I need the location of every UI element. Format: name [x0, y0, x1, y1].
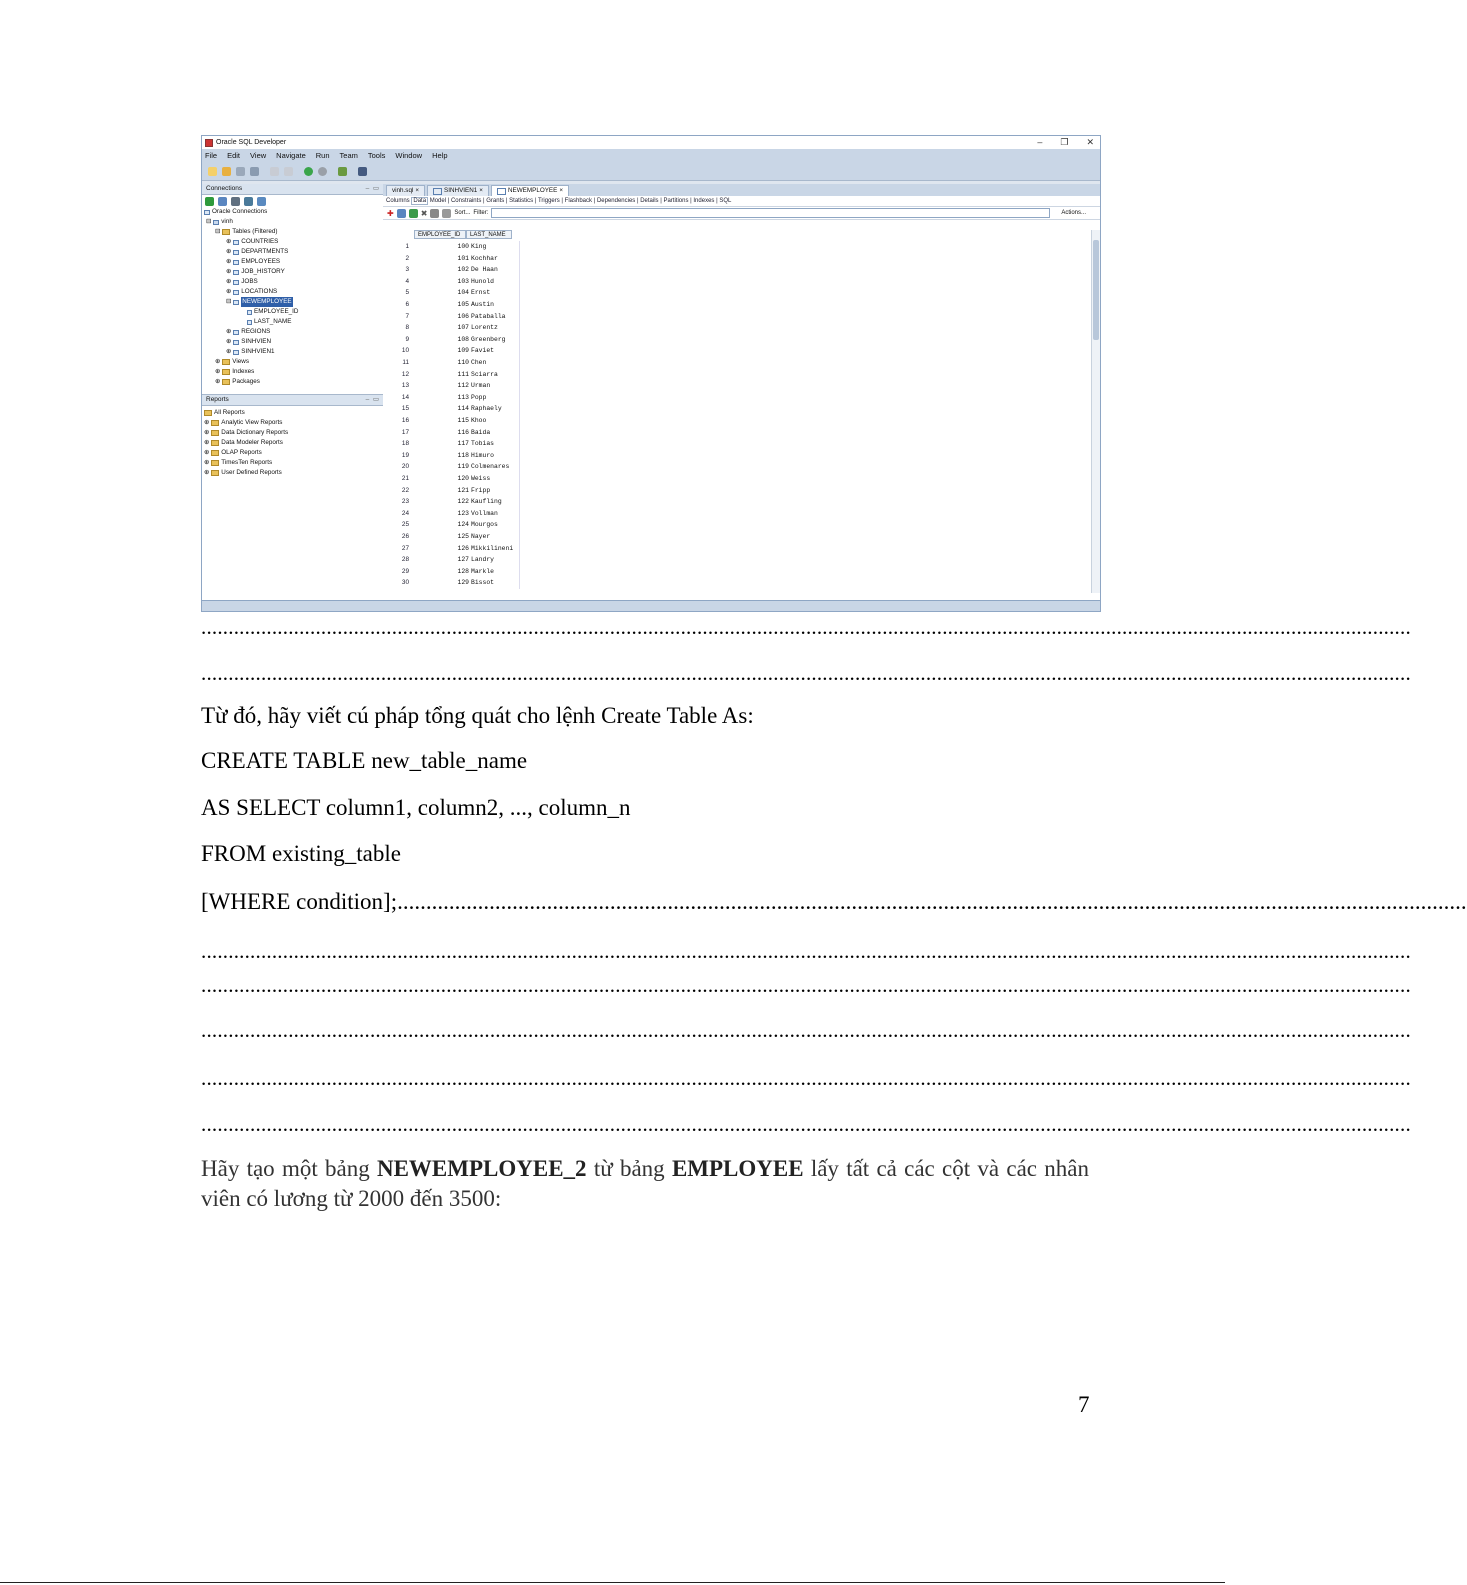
- table-row[interactable]: [383, 566, 520, 578]
- table-row[interactable]: [383, 415, 520, 427]
- cell-employee-id[interactable]: 106: [457, 312, 469, 320]
- table-row[interactable]: [383, 392, 520, 404]
- row-number: 28: [401, 556, 409, 564]
- cell-last-name[interactable]: Sciarra: [469, 369, 520, 381]
- cell-employee-id[interactable]: 100: [457, 243, 469, 250]
- menu-view[interactable]: View: [250, 151, 267, 160]
- cell-last-name[interactable]: Faviet: [469, 345, 520, 357]
- table-row[interactable]: [383, 253, 520, 265]
- cell-employee-id[interactable]: 123: [457, 509, 469, 517]
- cell-employee-id[interactable]: 113: [457, 393, 469, 401]
- row-number: 15: [401, 405, 409, 413]
- insert-row-icon[interactable]: [409, 209, 418, 218]
- cell-last-name[interactable]: Popp: [469, 392, 520, 404]
- cell-last-name[interactable]: Mourgos: [469, 519, 520, 531]
- table-row[interactable]: [383, 357, 520, 369]
- cell-employee-id[interactable]: 119: [457, 463, 469, 471]
- grid-vertical-scrollbar[interactable]: [1091, 230, 1100, 593]
- subtab-grants[interactable]: Grants: [486, 198, 505, 204]
- tree-tables-filtered[interactable]: ⊟ Tables (Filtered): [215, 228, 278, 235]
- tree-connection-vinh[interactable]: ⊟ vinh: [206, 218, 233, 225]
- report-user-defined[interactable]: ⊕ User Defined Reports: [204, 469, 282, 476]
- table-row[interactable]: [383, 438, 520, 450]
- open-icon[interactable]: [222, 167, 231, 176]
- cell-employee-id[interactable]: 110: [457, 359, 469, 366]
- row-number: 29: [401, 567, 409, 575]
- object-subtabs: Columns Data Model | Constraints | Grants | Statistics | Triggers | Flashback | Dependencies | Details | Partitions | Indexes | SQL: [383, 196, 1100, 207]
- cell-employee-id[interactable]: 115: [457, 417, 469, 424]
- cell-employee-id[interactable]: 116: [457, 428, 469, 436]
- table-name-employee: EMPLOYEE: [671, 1156, 804, 1181]
- row-number: 2: [405, 254, 409, 262]
- menu-file[interactable]: File: [205, 151, 218, 160]
- tree-table-countries[interactable]: ⊕ COUNTRIES: [226, 238, 279, 245]
- data-grid: [383, 230, 1090, 593]
- cell-last-name[interactable]: Landry: [469, 554, 520, 566]
- forward-icon[interactable]: [318, 167, 327, 176]
- table-name-newemployee-2: NEWEMPLOYEE_2: [376, 1156, 587, 1181]
- row-number: 1: [405, 243, 409, 250]
- table-row[interactable]: [383, 543, 520, 555]
- table-row[interactable]: [383, 311, 520, 323]
- footer-rule: [0, 1582, 1225, 1583]
- reports-title: Reports: [206, 396, 229, 403]
- connections-toolbar: [202, 195, 383, 207]
- pin-icon[interactable]: ✚: [387, 208, 394, 218]
- row-number: 7: [405, 312, 409, 320]
- table-row[interactable]: [383, 577, 520, 589]
- intro-text: Từ đó, hãy viết cú pháp tổng quát cho lệnh Create Table As:: [201, 703, 754, 728]
- subtab-model[interactable]: Model: [429, 198, 447, 204]
- subtab-sql[interactable]: SQL: [719, 198, 732, 204]
- cell-employee-id[interactable]: 108: [457, 335, 469, 343]
- cell-last-name[interactable]: Kaufling: [469, 496, 520, 508]
- save-icon[interactable]: [236, 167, 245, 176]
- tree-table-employees[interactable]: ⊕ EMPLOYEES: [226, 258, 281, 265]
- cell-last-name[interactable]: Kochhar: [469, 253, 520, 265]
- code-line: CREATE TABLE new_table_name: [201, 748, 528, 773]
- row-number: 26: [401, 533, 409, 540]
- cell-employee-id[interactable]: 107: [457, 324, 469, 332]
- connections-title: Connections: [206, 185, 243, 192]
- cell-employee-id[interactable]: 127: [457, 556, 469, 564]
- cell-last-name[interactable]: Lorentz: [469, 322, 520, 334]
- table-row[interactable]: [383, 427, 520, 439]
- row-number: 13: [401, 382, 409, 390]
- row-number: 3: [405, 266, 409, 274]
- cell-last-name[interactable]: Nayer: [469, 531, 520, 543]
- report-analytic-view[interactable]: ⊕ Analytic View Reports: [204, 419, 283, 426]
- tab-newemployee[interactable]: NEWEMPLOYEE ×: [491, 185, 569, 196]
- tree-oracle-connections[interactable]: Oracle Connections: [204, 207, 267, 217]
- tab-vinh-sql[interactable]: vinh.sql ×: [386, 185, 425, 196]
- page-number: 7: [1078, 1392, 1090, 1417]
- table-row[interactable]: [383, 276, 520, 288]
- undo-icon[interactable]: [270, 167, 279, 176]
- table-row[interactable]: [383, 264, 520, 276]
- row-number: 12: [401, 370, 409, 378]
- table-row[interactable]: [383, 345, 520, 357]
- menu-edit[interactable]: Edit: [227, 151, 241, 160]
- tree-table-regions[interactable]: ⊕ REGIONS: [226, 328, 271, 335]
- close-icon[interactable]: ✕: [1086, 137, 1094, 147]
- subtab-dependencies[interactable]: Dependencies: [596, 198, 636, 204]
- column-header-employee-id[interactable]: EMPLOYEE_ID: [414, 230, 466, 239]
- cell-last-name[interactable]: Colmenares: [469, 461, 520, 473]
- minimize-icon[interactable]: –: [1037, 137, 1043, 147]
- cell-employee-id[interactable]: 126: [457, 544, 469, 552]
- table-row[interactable]: [383, 554, 520, 566]
- row-number: 23: [401, 498, 409, 506]
- answer-dotted-line: ..............................................................................................................................................................................................................................: [201, 661, 1411, 685]
- row-number: 19: [401, 451, 409, 459]
- row-number: 16: [401, 417, 409, 424]
- cell-employee-id[interactable]: 129: [457, 579, 469, 587]
- reports-pane-controls[interactable]: – ▭: [365, 396, 379, 403]
- answer-dotted-line: ..............................................................................................................................................................................................................................: [201, 973, 1411, 997]
- delete-row-icon[interactable]: ✖: [420, 208, 428, 218]
- reports-pane: [202, 394, 383, 601]
- cell-last-name[interactable]: Fripp: [469, 485, 520, 497]
- row-number: 18: [401, 440, 409, 448]
- save-all-icon[interactable]: [250, 167, 259, 176]
- pane-controls[interactable]: – ▭: [365, 185, 379, 192]
- tab-sinhvien1[interactable]: SINHVIEN1 ×: [427, 185, 489, 196]
- sort-button[interactable]: Sort...: [454, 210, 471, 216]
- subtab-flashback[interactable]: Flashback: [564, 198, 593, 204]
- row-number: 5: [405, 289, 409, 297]
- tree-table-sinhvien1[interactable]: ⊕ SINHVIEN1: [226, 348, 275, 355]
- cell-last-name[interactable]: King: [469, 241, 520, 253]
- commit-icon[interactable]: [430, 209, 439, 218]
- menu-team[interactable]: Team: [339, 151, 358, 160]
- menu-run[interactable]: Run: [315, 151, 330, 160]
- report-data-modeler[interactable]: ⊕ Data Modeler Reports: [204, 439, 283, 446]
- cell-last-name[interactable]: De Haan: [469, 264, 520, 276]
- row-number: 6: [405, 301, 409, 308]
- cell-employee-id[interactable]: 103: [457, 277, 469, 285]
- table-row[interactable]: [383, 369, 520, 381]
- cell-employee-id[interactable]: 102: [457, 266, 469, 274]
- cell-employee-id[interactable]: 112: [457, 382, 469, 390]
- editor-tabs: [383, 184, 1100, 196]
- row-number: 17: [401, 428, 409, 436]
- menu-navigate[interactable]: Navigate: [276, 151, 306, 160]
- row-number: 25: [401, 521, 409, 529]
- connections-pane: [202, 184, 384, 601]
- table-row[interactable]: [383, 519, 520, 531]
- menu-tools[interactable]: Tools: [367, 151, 386, 160]
- cell-last-name[interactable]: Austin: [469, 299, 520, 311]
- cell-employee-id[interactable]: 122: [457, 498, 469, 506]
- row-number: 27: [401, 544, 409, 552]
- menu-bar: [202, 149, 1100, 162]
- answer-dotted-line: ..............................................................................................................................................................................................................................: [201, 939, 1411, 963]
- table-row[interactable]: [383, 473, 520, 485]
- subtab-details[interactable]: Details: [640, 198, 659, 204]
- row-number: 14: [401, 393, 409, 401]
- redo-icon[interactable]: [284, 167, 293, 176]
- cell-last-name[interactable]: Tobias: [469, 438, 520, 450]
- row-number: 9: [405, 335, 409, 343]
- sql-developer-screenshot: [201, 135, 1101, 612]
- task-paragraph: Hãy tạo một bảng NEWEMPLOYEE_2 từ bảng EMPLOYEE lấy tất cả các cột và các nhân viên có lương từ 2000 đến 3500:: [201, 1156, 1089, 1211]
- cell-last-name[interactable]: Bissot: [469, 577, 520, 589]
- filter-input[interactable]: [491, 208, 1050, 218]
- window-title: Oracle SQL Developer: [216, 139, 287, 146]
- subtab-constraints[interactable]: Constraints: [450, 198, 482, 204]
- cell-last-name[interactable]: Himuro: [469, 450, 520, 462]
- column-header-last-name[interactable]: LAST_NAME: [466, 230, 512, 239]
- menu-window[interactable]: Window: [395, 151, 423, 160]
- refresh-icon[interactable]: [218, 197, 227, 206]
- cell-employee-id[interactable]: 128: [457, 567, 469, 575]
- tree-column-last-name[interactable]: LAST_NAME: [247, 317, 291, 327]
- report-all[interactable]: All Reports: [204, 408, 245, 418]
- add-connection-icon[interactable]: [205, 197, 214, 206]
- cell-employee-id[interactable]: 105: [457, 301, 469, 308]
- cell-last-name[interactable]: Urman: [469, 380, 520, 392]
- cell-employee-id[interactable]: 125: [457, 533, 469, 540]
- report-data-dictionary[interactable]: ⊕ Data Dictionary Reports: [204, 429, 289, 436]
- table-row[interactable]: [383, 531, 520, 543]
- row-number: 30: [401, 579, 409, 587]
- tree-table-departments[interactable]: ⊕ DEPARTMENTS: [226, 248, 289, 255]
- cell-last-name[interactable]: Weiss: [469, 473, 520, 485]
- cell-last-name[interactable]: Mikkilineni: [469, 543, 520, 555]
- row-number: 20: [401, 463, 409, 471]
- answer-dotted-line: ..............................................................................................................................................................................................................................: [201, 615, 1411, 639]
- table-row[interactable]: [383, 322, 520, 334]
- menu-help[interactable]: Help: [432, 151, 448, 160]
- tree-table-locations[interactable]: ⊕ LOCATIONS: [226, 288, 278, 295]
- main-toolbar: [202, 162, 1100, 181]
- cell-last-name[interactable]: Baida: [469, 427, 520, 439]
- tree-table-jobs[interactable]: ⊕ JOBS: [226, 278, 258, 285]
- status-bar: [202, 600, 1100, 611]
- connections-tree: [202, 207, 383, 385]
- reports-header: [202, 395, 383, 406]
- app-icon: [205, 139, 213, 147]
- subtab-columns[interactable]: Columns: [386, 198, 410, 204]
- table-row[interactable]: [383, 241, 520, 253]
- tree-column-employee-id[interactable]: EMPLOYEE_ID: [247, 307, 298, 317]
- cell-employee-id[interactable]: 111: [457, 370, 469, 378]
- cell-last-name[interactable]: Hunold: [469, 276, 520, 288]
- subtab-triggers[interactable]: Triggers: [537, 198, 560, 204]
- table-row[interactable]: [383, 450, 520, 462]
- code-line: FROM existing_table: [201, 841, 401, 866]
- new-icon[interactable]: [208, 167, 217, 176]
- cell-employee-id[interactable]: 121: [457, 486, 469, 494]
- cell-employee-id[interactable]: 120: [457, 475, 469, 482]
- editor-pane: [383, 184, 1100, 601]
- tree-packages[interactable]: ⊕ Packages: [215, 378, 260, 385]
- tree-table-sinhvien[interactable]: ⊕ SINHVIEN: [226, 338, 272, 345]
- table-row[interactable]: [383, 496, 520, 508]
- window-titlebar: [202, 136, 1100, 149]
- cell-employee-id[interactable]: 124: [457, 521, 469, 529]
- row-number: 4: [405, 277, 409, 285]
- table-row[interactable]: [383, 380, 520, 392]
- tree-views[interactable]: ⊕ Views: [215, 358, 249, 365]
- answer-dotted-line: ..............................................................................................................................................................................................................................: [201, 1112, 1411, 1136]
- cell-employee-id[interactable]: 114: [457, 405, 469, 413]
- cell-last-name[interactable]: Vollman: [469, 508, 520, 520]
- answer-dotted-line: ..............................................................................................................................................................................................................................: [201, 1066, 1411, 1090]
- data-toolbar: [383, 207, 1100, 220]
- cell-last-name[interactable]: Raphaely: [469, 403, 520, 415]
- schema-browser-icon[interactable]: [244, 197, 253, 206]
- row-number: 8: [405, 324, 409, 332]
- table-row[interactable]: [383, 403, 520, 415]
- cell-last-name[interactable]: Pataballa: [469, 311, 520, 323]
- cell-employee-id[interactable]: 104: [457, 289, 469, 297]
- binoculars-icon[interactable]: [358, 167, 367, 176]
- filter-icon[interactable]: [231, 197, 240, 206]
- cell-employee-id[interactable]: 101: [457, 254, 469, 262]
- tree-table-newemployee[interactable]: ⊟ NEWEMPLOYEE: [226, 298, 292, 305]
- tree-indexes[interactable]: ⊕ Indexes: [215, 368, 255, 375]
- table-row[interactable]: [383, 508, 520, 520]
- grid-header: [414, 230, 512, 240]
- subtab-data[interactable]: Data: [413, 198, 427, 204]
- row-number: 21: [401, 475, 409, 482]
- subtab-indexes[interactable]: Indexes: [693, 198, 715, 204]
- cell-last-name[interactable]: Markle: [469, 566, 520, 578]
- collapse-icon[interactable]: [257, 197, 266, 206]
- table-row[interactable]: [383, 299, 520, 311]
- report-olap[interactable]: ⊕ OLAP Reports: [204, 449, 262, 456]
- cell-last-name[interactable]: Chen: [469, 357, 520, 369]
- cell-employee-id[interactable]: 117: [457, 440, 469, 448]
- rollback-icon[interactable]: [442, 209, 451, 218]
- row-number: 24: [401, 509, 409, 517]
- actions-button[interactable]: Actions...: [1061, 210, 1086, 216]
- tree-table-job-history[interactable]: ⊕ JOB_HISTORY: [226, 268, 285, 275]
- subtab-partitions[interactable]: Partitions: [663, 198, 689, 204]
- row-number: 22: [401, 486, 409, 494]
- code-where-line: [WHERE condition];..........................................................................................................................................................................................: [201, 889, 1467, 914]
- code-line: AS SELECT column1, column2, ..., column_n: [201, 795, 631, 820]
- restore-icon[interactable]: ❐: [1060, 137, 1069, 147]
- table-row[interactable]: [383, 287, 520, 299]
- table-row[interactable]: [383, 461, 520, 473]
- report-timesten[interactable]: ⊕ TimesTen Reports: [204, 459, 273, 466]
- row-number: 11: [402, 359, 409, 366]
- subtab-statistics[interactable]: Statistics: [509, 198, 534, 204]
- refresh-data-icon[interactable]: [397, 209, 406, 218]
- row-number: 10: [401, 347, 409, 355]
- connections-header: [202, 184, 383, 195]
- cell-last-name[interactable]: Greenberg: [469, 334, 520, 346]
- cell-last-name[interactable]: Ernst: [469, 287, 520, 299]
- cell-last-name[interactable]: Khoo: [469, 415, 520, 427]
- table-row[interactable]: [383, 485, 520, 497]
- filter-label: Filter:: [473, 210, 489, 216]
- cell-employee-id[interactable]: 118: [457, 451, 469, 459]
- cell-employee-id[interactable]: 109: [457, 347, 469, 355]
- answer-dotted-line: ..............................................................................................................................................................................................................................: [201, 1018, 1411, 1042]
- back-icon[interactable]: [304, 167, 313, 176]
- sql-worksheet-icon[interactable]: [338, 167, 347, 176]
- table-row[interactable]: [383, 334, 520, 346]
